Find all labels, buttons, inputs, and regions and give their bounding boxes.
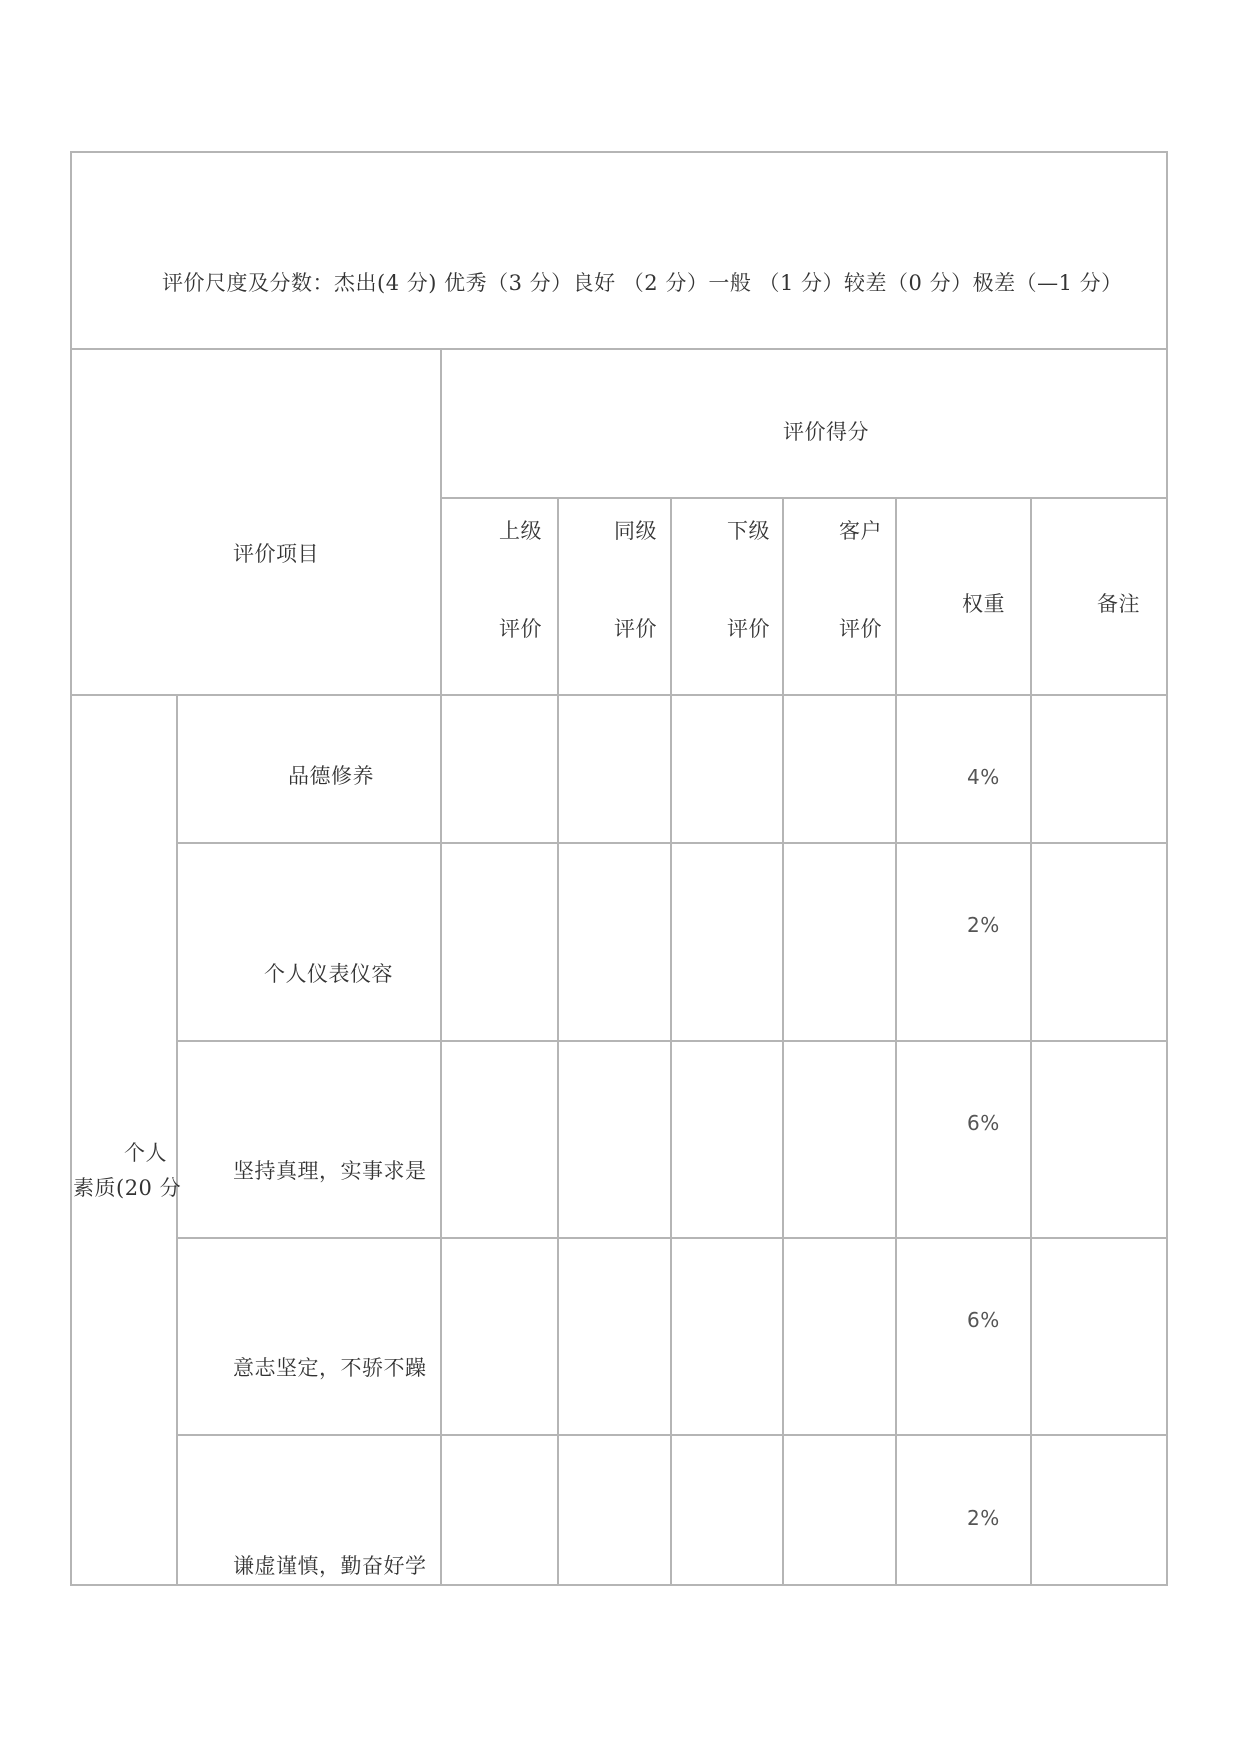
table-divider: [440, 497, 1168, 499]
table-divider: [440, 348, 442, 1586]
row-item-label: 坚持真理，实事求是: [233, 1159, 427, 1183]
table-border-right: [1166, 151, 1168, 1586]
table-border-bottom: [70, 1584, 1168, 1586]
header-evaluation-score: 评价得分: [783, 420, 869, 444]
scale-note: 评价尺度及分数：杰出(4 分) 优秀（3 分）良好 （2 分）一般 （1 分）较差（0 分）极差（—1 分）: [162, 271, 1123, 295]
table-divider: [176, 842, 1168, 844]
table-divider: [176, 694, 178, 1586]
table-divider: [670, 497, 672, 1586]
header-peer: 同级: [614, 519, 657, 543]
table-divider: [895, 497, 897, 1586]
header-subordinate-eval: 评价: [727, 617, 770, 641]
row-item-label: 个人仪表仪容: [264, 962, 393, 986]
header-client: 客户: [839, 519, 882, 543]
table-divider: [782, 497, 784, 1586]
table-divider: [1030, 497, 1032, 1586]
row-weight-value: 2%: [967, 913, 1000, 937]
row-weight-value: 2%: [967, 1506, 1000, 1530]
table-divider: [176, 1237, 1168, 1239]
category-label-line1: 个人: [124, 1141, 167, 1165]
row-weight-value: 6%: [967, 1308, 1000, 1332]
row-weight-value: 4%: [967, 765, 1000, 789]
table-divider: [70, 348, 1168, 350]
header-weight: 权重: [962, 592, 1005, 616]
header-subordinate: 下级: [727, 519, 770, 543]
table-divider: [176, 1434, 1168, 1436]
table-divider: [176, 1040, 1168, 1042]
row-item-label: 意志坚定，不骄不躁: [233, 1356, 427, 1380]
header-superior-eval: 评价: [499, 617, 542, 641]
row-item-label: 品德修养: [288, 764, 374, 788]
header-superior: 上级: [499, 519, 542, 543]
header-remark: 备注: [1097, 592, 1140, 616]
row-item-label: 谦虚谨慎，勤奋好学: [233, 1554, 427, 1578]
table-divider: [557, 497, 559, 1586]
category-label-line2: 素质(20 分: [73, 1176, 182, 1200]
table-border-top: [70, 151, 1168, 153]
row-weight-value: 6%: [967, 1111, 1000, 1135]
header-client-eval: 评价: [839, 617, 882, 641]
table-border-left: [70, 151, 72, 1586]
header-peer-eval: 评价: [614, 617, 657, 641]
header-evaluation-item: 评价项目: [233, 542, 319, 566]
table-divider: [70, 694, 1168, 696]
